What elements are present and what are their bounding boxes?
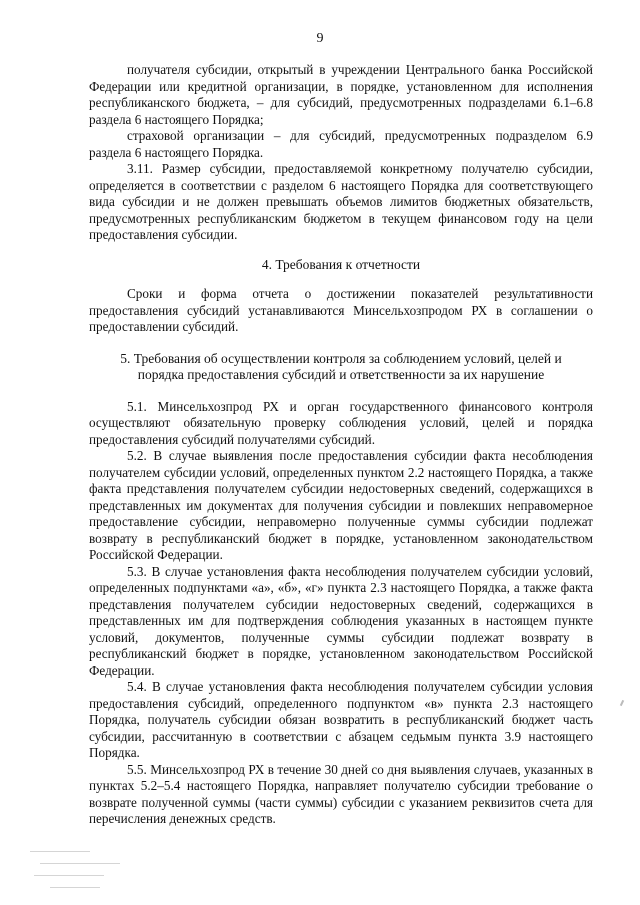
- paragraph-insurance: страховой организации – для субсидий, предусмотренных подразделом 6.9 раздела 6 настоящего Порядка.: [89, 128, 593, 160]
- section-heading-4: 4. Требования к отчетности: [261, 256, 421, 272]
- paragraph-5-3: 5.3. В случае установления факта несоблюдения получателем субсидии условий, определенных подпунктами «а», «б», «г» пункта 2.3 настоящего Порядка, а также факта представления получателем субсидии недостоверных сведений, содержащихся в представленных им для подтверждения соблюдения указанных в настоящем пункте условий, документов, полученные суммы субсидии подлежат возврату в республиканский бюджет в порядке, установленном законодательством Российской Федерации.: [89, 563, 593, 678]
- page-number: 9: [316, 31, 324, 46]
- paragraph-5-1: 5.1. Минсельхозпрод РХ и орган государственного финансового контроля осуществляют обязательную проверку соблюдения условий, целей и порядка предоставления субсидий получателями субсидий.: [89, 398, 593, 447]
- paragraph-5-4: 5.4. В случае установления факта несоблюдения получателем субсидии условия предоставления субсидий, определенного подпунктом «в» пункта 2.3 настоящего Порядка, получатель субсидии обязан возвратить в республиканский бюджет часть субсидии, рассчитанную в соответствии с абзацем седьмым пункта 3.9 настоящего Порядка.: [89, 679, 593, 760]
- faint-scan-mark: [30, 843, 140, 893]
- scan-artifact: [620, 700, 624, 706]
- section-heading-5-line-1: 5. Требования об осуществлении контроля за соблюдением условий, целей и: [120, 350, 562, 366]
- paragraph-5-2: 5.2. В случае выявления после предоставления субсидии факта несоблюдения получателем субсидии условий, определенных пунктом 2.2 настоящего Порядка, а также факта представления получателем субсидии недостоверных сведений, содержащихся в представленных им документах для получения субсидии и повлекших неправомерное предоставление субсидии, неправомерно полученные суммы субсидии подлежат возврату в республиканский бюджет в порядке, установленном законодательством Российской Федерации.: [89, 448, 593, 562]
- paragraph-continuation: получателя субсидии, открытый в учреждении Центрального банка Российской Федерации или кредитной организации, в порядке, установленном для исполнения республиканского бюджета, – для субсидий, предусмотренных подразделами 6.1–6.8 раздела 6 настоящего Порядка;: [89, 62, 593, 127]
- paragraph-5-5: 5.5. Минсельхозпрод РХ в течение 30 дней со дня выявления случаев, указанных в пунктах 5.2–5.4 настоящего Порядка, направляет получателю субсидии требование о возврате полученной суммы (части суммы) субсидии с указанием реквизитов счета для перечисления денежных средств.: [89, 761, 593, 826]
- paragraph-3-11: 3.11. Размер субсидии, предоставляемой конкретному получателю субсидии, определяется в соответствии с разделом 6 настоящего Порядка для соответствующего вида субсидии и не должен превышать объемов лимитов бюджетных обязательств, предусмотренных республиканским бюджетом в текущем финансовом году на цели предоставления субсидии.: [89, 161, 593, 242]
- document-body: [89, 62, 593, 828]
- paragraph-reporting: Сроки и форма отчета о достижении показателей результативности предоставления субсидий устанавливаются Минсельхозпродом РХ в соглашении о предоставлении субсидий.: [89, 286, 593, 334]
- section-heading-5-line-2: порядка предоставления субсидий и ответственности за их нарушение: [137, 367, 545, 382]
